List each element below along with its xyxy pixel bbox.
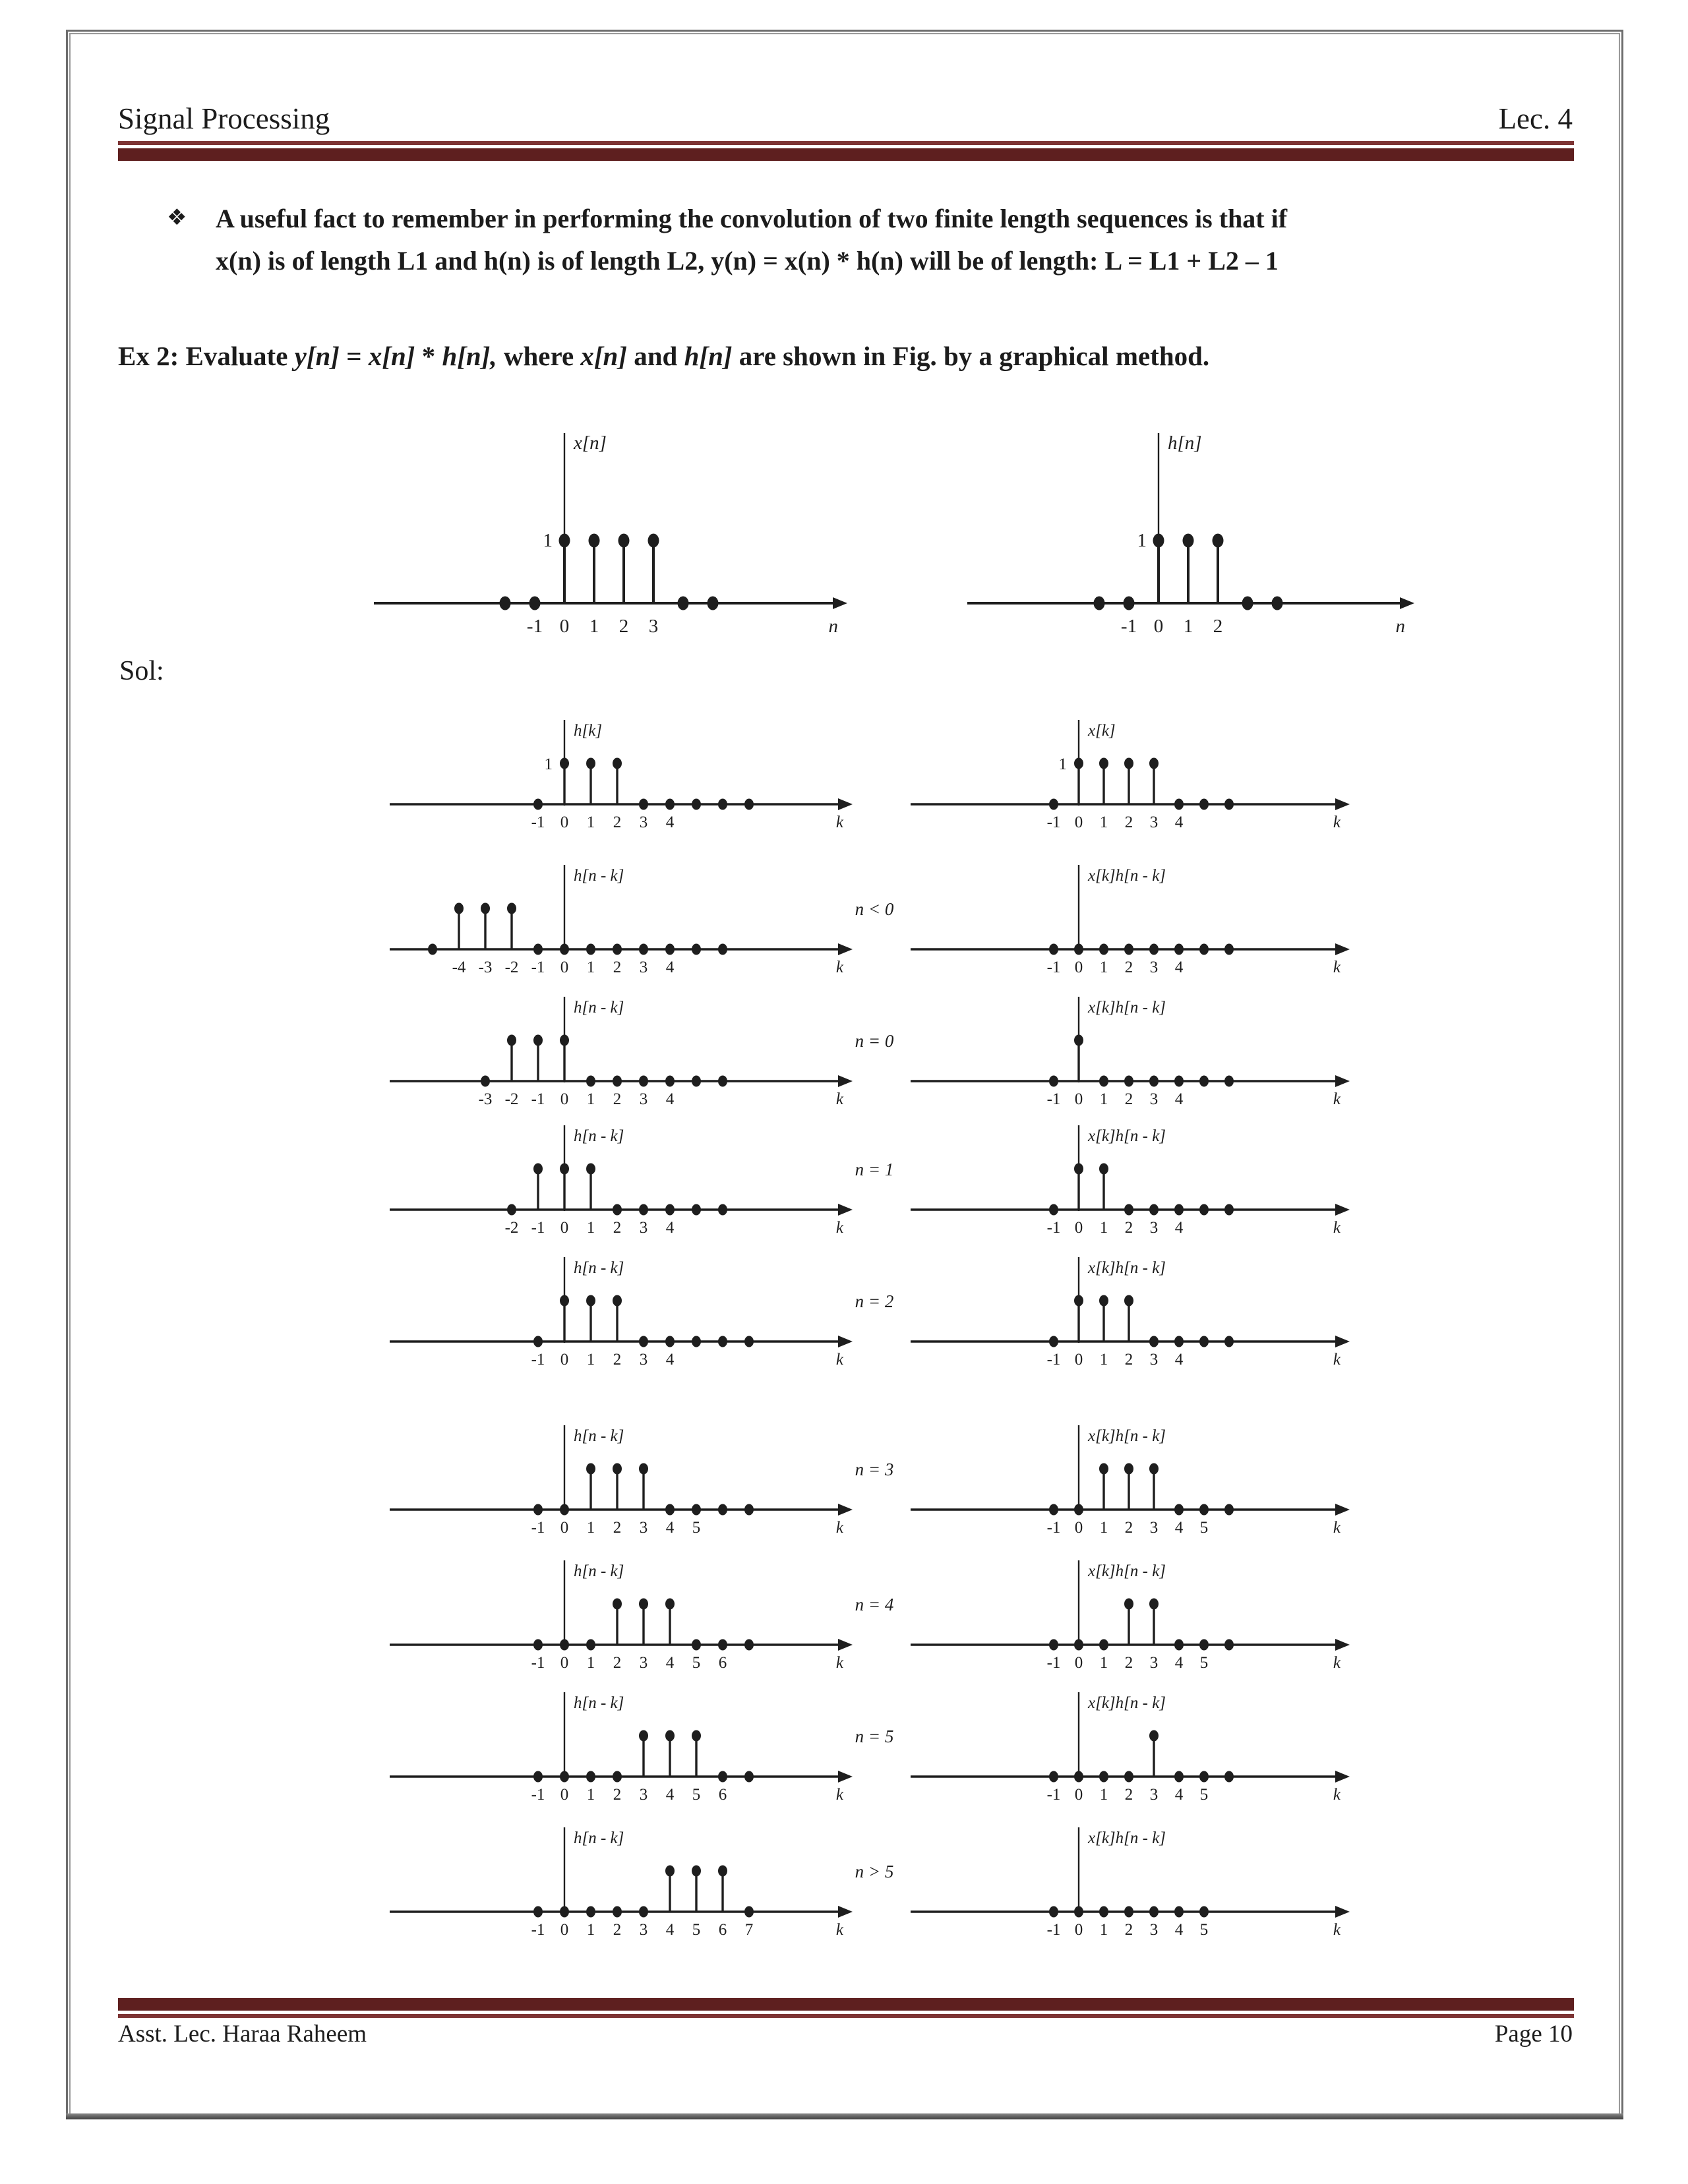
svg-text:5: 5	[692, 1654, 701, 1672]
row-shift-annotation: n = 2	[855, 1291, 894, 1311]
svg-text:h[k]: h[k]	[574, 722, 603, 740]
svg-text:2: 2	[1124, 1921, 1133, 1939]
stem-plot-svg	[384, 1254, 869, 1390]
svg-text:-2: -2	[504, 959, 519, 976]
bullet-note-line-2: x(n) is of length L1 and h(n) is of length L2, y(n) = x(n) * h(n) will be of length: L = L1 + L2 – 1	[216, 246, 1279, 276]
stem-plot-row6-right	[905, 1558, 1370, 1696]
svg-text:2: 2	[613, 959, 622, 976]
svg-text:-1: -1	[1046, 1654, 1061, 1672]
svg-text:0: 0	[560, 1654, 569, 1672]
stem-plot-svg	[905, 1690, 1370, 1825]
stem-plot-row7-left	[384, 1690, 869, 1828]
svg-text:0: 0	[560, 1786, 569, 1804]
svg-text:k: k	[835, 1921, 843, 1939]
svg-text:0: 0	[1074, 959, 1083, 976]
stem-plot-svg	[905, 1254, 1370, 1390]
svg-text:h[n - k]: h[n - k]	[574, 1427, 624, 1445]
svg-text:h[n - k]: h[n - k]	[574, 1562, 624, 1580]
header-rule	[118, 141, 1574, 161]
stem-plot-svg	[905, 1123, 1370, 1258]
svg-text:4: 4	[665, 813, 675, 831]
svg-text:k: k	[835, 1654, 843, 1672]
svg-text:k: k	[1333, 1654, 1341, 1672]
svg-text:6: 6	[718, 1921, 727, 1939]
svg-text:h[n - k]: h[n - k]	[574, 1829, 624, 1847]
svg-text:2: 2	[613, 1090, 622, 1108]
ex2-segment: where	[497, 341, 581, 371]
svg-text:4: 4	[665, 1519, 675, 1537]
svg-text:1: 1	[586, 1351, 595, 1369]
stem-plot-row3-left	[384, 1123, 869, 1261]
svg-text:1: 1	[586, 959, 595, 976]
svg-text:-1: -1	[1046, 813, 1061, 831]
svg-text:1: 1	[1183, 616, 1193, 637]
svg-text:1: 1	[1099, 1921, 1108, 1939]
svg-text:x[n]: x[n]	[574, 432, 607, 454]
stem-plot-svg	[905, 717, 1370, 852]
svg-text:0: 0	[1074, 1654, 1083, 1672]
stem-plot-x-of-n	[371, 424, 862, 651]
svg-text:4: 4	[1174, 1654, 1184, 1672]
svg-text:-4: -4	[452, 959, 466, 976]
svg-text:1: 1	[1099, 1519, 1108, 1537]
svg-text:2: 2	[613, 1351, 622, 1369]
svg-text:0: 0	[1074, 813, 1083, 831]
svg-text:1: 1	[1058, 755, 1067, 773]
stem-plot-svg	[384, 862, 869, 997]
svg-text:h[n - k]: h[n - k]	[574, 999, 624, 1017]
svg-text:2: 2	[1124, 813, 1133, 831]
svg-text:-1: -1	[531, 1351, 545, 1369]
svg-text:-1: -1	[531, 1090, 545, 1108]
svg-text:3: 3	[1149, 1219, 1159, 1237]
svg-text:3: 3	[1149, 1921, 1159, 1939]
svg-text:-1: -1	[1046, 1090, 1061, 1108]
svg-text:1: 1	[1099, 813, 1108, 831]
svg-text:4: 4	[1174, 1786, 1184, 1804]
svg-text:1: 1	[1099, 1654, 1108, 1672]
svg-text:k: k	[1333, 1786, 1341, 1804]
stem-plot-svg	[384, 994, 869, 1129]
svg-text:n: n	[828, 616, 838, 637]
svg-text:4: 4	[1174, 1090, 1184, 1108]
row-shift-annotation: n < 0	[855, 899, 894, 919]
svg-text:k: k	[1333, 813, 1341, 831]
svg-text:0: 0	[1074, 1519, 1083, 1537]
svg-text:k: k	[1333, 959, 1341, 976]
svg-text:4: 4	[665, 959, 675, 976]
svg-text:1: 1	[1137, 530, 1147, 551]
svg-text:-1: -1	[531, 1519, 545, 1537]
svg-text:2: 2	[613, 1921, 622, 1939]
svg-text:-1: -1	[1046, 1519, 1061, 1537]
row-shift-annotation: n = 0	[855, 1031, 894, 1051]
stem-plot-svg	[905, 1825, 1370, 1960]
stem-plot-svg	[384, 1558, 869, 1693]
svg-text:1: 1	[586, 1786, 595, 1804]
svg-text:k: k	[835, 1519, 843, 1537]
svg-text:4: 4	[1174, 1519, 1184, 1537]
svg-text:5: 5	[1199, 1654, 1209, 1672]
svg-text:3: 3	[648, 616, 659, 637]
svg-text:4: 4	[1174, 813, 1184, 831]
svg-text:2: 2	[1124, 1519, 1133, 1537]
svg-text:2: 2	[1124, 1351, 1133, 1369]
svg-text:0: 0	[559, 616, 570, 637]
svg-text:1: 1	[543, 530, 553, 551]
svg-text:1: 1	[1099, 1090, 1108, 1108]
row-shift-annotation: n = 3	[855, 1460, 894, 1479]
svg-text:k: k	[1333, 1921, 1341, 1939]
svg-text:0: 0	[560, 959, 569, 976]
ex2-segment: h[n]	[684, 341, 733, 371]
stem-plot-row4-right	[905, 1254, 1370, 1393]
svg-text:3: 3	[639, 1219, 648, 1237]
svg-text:k: k	[835, 1219, 843, 1237]
svg-text:5: 5	[1199, 1519, 1209, 1537]
svg-text:3: 3	[1149, 1090, 1159, 1108]
stem-plot-row6-left	[384, 1558, 869, 1696]
svg-text:2: 2	[613, 1519, 622, 1537]
ex2-segment: y[n]	[294, 341, 340, 371]
svg-text:3: 3	[639, 1351, 648, 1369]
stem-plot-svg	[371, 424, 862, 648]
ex2-segment: x[n]	[368, 341, 415, 371]
stem-plot-svg	[384, 1123, 869, 1258]
stem-plot-row5-left	[384, 1423, 869, 1561]
svg-text:h[n]: h[n]	[1168, 432, 1202, 454]
stem-plot-row4-left	[384, 1254, 869, 1393]
svg-text:x[k]: x[k]	[1088, 722, 1116, 740]
svg-text:2: 2	[1124, 1654, 1133, 1672]
svg-text:5: 5	[1199, 1786, 1209, 1804]
footer-author: Asst. Lec. Haraa Raheem	[118, 2021, 367, 2048]
ex2-segment: x[n]	[580, 341, 627, 371]
ex2-segment: and	[627, 341, 684, 371]
svg-text:2: 2	[613, 1786, 622, 1804]
svg-text:x[k]h[n - k]: x[k]h[n - k]	[1088, 1829, 1166, 1847]
svg-text:h[n - k]: h[n - k]	[574, 1694, 624, 1712]
stem-plot-svg	[905, 862, 1370, 997]
stem-plot-row1-right	[905, 862, 1370, 1001]
stem-plot-row0-right	[905, 717, 1370, 856]
ex2-segment: *	[415, 341, 442, 371]
svg-text:h[n - k]: h[n - k]	[574, 867, 624, 885]
svg-text:k: k	[1333, 1519, 1341, 1537]
page-bottom-edge	[66, 2113, 1623, 2119]
svg-text:0: 0	[1074, 1921, 1083, 1939]
row-shift-annotation: n = 4	[855, 1595, 894, 1614]
svg-text:-1: -1	[1046, 1921, 1061, 1939]
svg-text:-3: -3	[478, 1090, 493, 1108]
svg-text:2: 2	[613, 813, 622, 831]
svg-text:0: 0	[560, 1351, 569, 1369]
svg-text:4: 4	[1174, 959, 1184, 976]
svg-text:-1: -1	[531, 1786, 545, 1804]
svg-text:3: 3	[1149, 959, 1159, 976]
svg-text:3: 3	[1149, 1351, 1159, 1369]
svg-text:4: 4	[1174, 1219, 1184, 1237]
svg-text:3: 3	[1149, 1786, 1159, 1804]
svg-text:k: k	[835, 1351, 843, 1369]
svg-text:-1: -1	[1046, 1786, 1061, 1804]
svg-text:6: 6	[718, 1786, 727, 1804]
stem-plot-svg	[384, 1423, 869, 1558]
svg-text:2: 2	[618, 616, 629, 637]
footer-rule	[118, 1998, 1574, 2018]
stem-plot-svg	[905, 1558, 1370, 1693]
svg-text:k: k	[835, 1090, 843, 1108]
svg-text:3: 3	[1149, 813, 1159, 831]
row-shift-annotation: n > 5	[855, 1862, 894, 1881]
svg-text:-1: -1	[531, 813, 545, 831]
svg-text:3: 3	[639, 813, 648, 831]
stem-plot-svg	[384, 1690, 869, 1825]
svg-text:-1: -1	[531, 959, 545, 976]
svg-text:1: 1	[1099, 1786, 1108, 1804]
row-shift-annotation: n = 1	[855, 1160, 894, 1179]
svg-text:1: 1	[589, 616, 599, 637]
bullet-note	[216, 198, 1541, 282]
stem-plot-row2-right	[905, 994, 1370, 1133]
svg-text:x[k]h[n - k]: x[k]h[n - k]	[1088, 999, 1166, 1017]
svg-text:1: 1	[586, 813, 595, 831]
svg-text:0: 0	[560, 1090, 569, 1108]
bullet-note-line-1: A useful fact to remember in performing the convolution of two finite length sequences is that if	[216, 204, 1288, 233]
svg-text:k: k	[1333, 1351, 1341, 1369]
svg-text:0: 0	[1153, 616, 1164, 637]
svg-text:4: 4	[665, 1921, 675, 1939]
svg-text:2: 2	[1124, 959, 1133, 976]
svg-text:-1: -1	[531, 1219, 545, 1237]
stem-plot-row3-right	[905, 1123, 1370, 1261]
svg-text:k: k	[835, 959, 843, 976]
stem-plot-svg	[965, 424, 1430, 648]
svg-text:1: 1	[544, 755, 553, 773]
svg-text:-1: -1	[526, 616, 543, 637]
svg-text:0: 0	[560, 1519, 569, 1537]
ex2-segment: h[n],	[442, 341, 497, 371]
example-2-heading	[118, 340, 1582, 372]
stem-plot-row8-right	[905, 1825, 1370, 1963]
stem-plot-svg	[384, 717, 869, 852]
svg-text:1: 1	[586, 1921, 595, 1939]
svg-text:3: 3	[639, 1921, 648, 1939]
stem-plot-svg	[905, 1423, 1370, 1558]
stem-plot-svg	[905, 994, 1370, 1129]
svg-text:3: 3	[639, 1786, 648, 1804]
svg-text:2: 2	[1124, 1090, 1133, 1108]
svg-text:x[k]h[n - k]: x[k]h[n - k]	[1088, 1259, 1166, 1277]
stem-plot-svg	[384, 1825, 869, 1960]
svg-text:5: 5	[1199, 1921, 1209, 1939]
page	[66, 30, 1623, 2119]
svg-text:4: 4	[665, 1090, 675, 1108]
svg-text:1: 1	[586, 1090, 595, 1108]
svg-text:2: 2	[613, 1219, 622, 1237]
svg-text:0: 0	[560, 1219, 569, 1237]
svg-text:k: k	[1333, 1090, 1341, 1108]
svg-text:-1: -1	[1046, 959, 1061, 976]
svg-text:2: 2	[1213, 616, 1223, 637]
svg-text:x[k]h[n - k]: x[k]h[n - k]	[1088, 1694, 1166, 1712]
svg-text:5: 5	[692, 1786, 701, 1804]
svg-text:7: 7	[744, 1921, 754, 1939]
svg-text:0: 0	[1074, 1219, 1083, 1237]
svg-text:4: 4	[665, 1351, 675, 1369]
svg-text:h[n - k]: h[n - k]	[574, 1127, 624, 1145]
svg-text:0: 0	[1074, 1786, 1083, 1804]
svg-text:n: n	[1395, 616, 1405, 637]
svg-text:-1: -1	[1120, 616, 1137, 637]
svg-text:x[k]h[n - k]: x[k]h[n - k]	[1088, 1127, 1166, 1145]
stem-plot-row1-left	[384, 862, 869, 1001]
solution-label: Sol:	[119, 656, 164, 686]
svg-text:1: 1	[586, 1219, 595, 1237]
svg-text:0: 0	[1074, 1351, 1083, 1369]
stem-plot-row0-left	[384, 717, 869, 856]
svg-text:3: 3	[1149, 1519, 1159, 1537]
svg-text:0: 0	[560, 813, 569, 831]
svg-text:2: 2	[613, 1654, 622, 1672]
svg-text:3: 3	[639, 1519, 648, 1537]
svg-text:h[n - k]: h[n - k]	[574, 1259, 624, 1277]
svg-text:4: 4	[1174, 1921, 1184, 1939]
svg-text:2: 2	[1124, 1219, 1133, 1237]
stem-plot-h-of-n	[965, 424, 1430, 651]
svg-text:x[k]h[n - k]: x[k]h[n - k]	[1088, 1427, 1166, 1445]
header-course-title: Signal Processing	[118, 102, 330, 135]
svg-text:3: 3	[639, 1090, 648, 1108]
svg-text:1: 1	[1099, 959, 1108, 976]
svg-text:6: 6	[718, 1654, 727, 1672]
stem-plot-row7-right	[905, 1690, 1370, 1828]
svg-text:1: 1	[586, 1519, 595, 1537]
svg-text:3: 3	[1149, 1654, 1159, 1672]
svg-text:k: k	[835, 1786, 843, 1804]
svg-text:4: 4	[1174, 1351, 1184, 1369]
svg-text:5: 5	[692, 1519, 701, 1537]
svg-text:-3: -3	[478, 959, 493, 976]
svg-text:2: 2	[1124, 1786, 1133, 1804]
svg-text:0: 0	[1074, 1090, 1083, 1108]
svg-text:-2: -2	[504, 1090, 519, 1108]
header-lecture-number: Lec. 4	[1498, 102, 1573, 135]
svg-text:1: 1	[586, 1654, 595, 1672]
svg-text:4: 4	[665, 1219, 675, 1237]
svg-text:k: k	[835, 813, 843, 831]
svg-text:3: 3	[639, 1654, 648, 1672]
stem-plot-row5-right	[905, 1423, 1370, 1561]
svg-text:-1: -1	[1046, 1219, 1061, 1237]
stem-plot-row8-left	[384, 1825, 869, 1963]
ex2-segment: =	[339, 341, 369, 371]
stem-plot-row2-left	[384, 994, 869, 1133]
row-shift-annotation: n = 5	[855, 1727, 894, 1746]
ex2-segment: Ex 2: Evaluate	[118, 341, 295, 371]
svg-text:-2: -2	[504, 1219, 519, 1237]
svg-text:5: 5	[692, 1921, 701, 1939]
svg-text:-1: -1	[531, 1921, 545, 1939]
svg-text:1: 1	[1099, 1219, 1108, 1237]
svg-text:1: 1	[1099, 1351, 1108, 1369]
bullet-diamond-icon: ❖	[167, 204, 187, 231]
svg-text:3: 3	[639, 959, 648, 976]
svg-text:-1: -1	[1046, 1351, 1061, 1369]
svg-text:-1: -1	[531, 1654, 545, 1672]
svg-text:k: k	[1333, 1219, 1341, 1237]
svg-text:x[k]h[n - k]: x[k]h[n - k]	[1088, 867, 1166, 885]
footer-page-number: Page 10	[1494, 2021, 1573, 2048]
ex2-segment: are shown in Fig. by a graphical method.	[732, 341, 1210, 371]
svg-text:x[k]h[n - k]: x[k]h[n - k]	[1088, 1562, 1166, 1580]
svg-text:4: 4	[665, 1786, 675, 1804]
svg-text:4: 4	[665, 1654, 675, 1672]
svg-text:0: 0	[560, 1921, 569, 1939]
